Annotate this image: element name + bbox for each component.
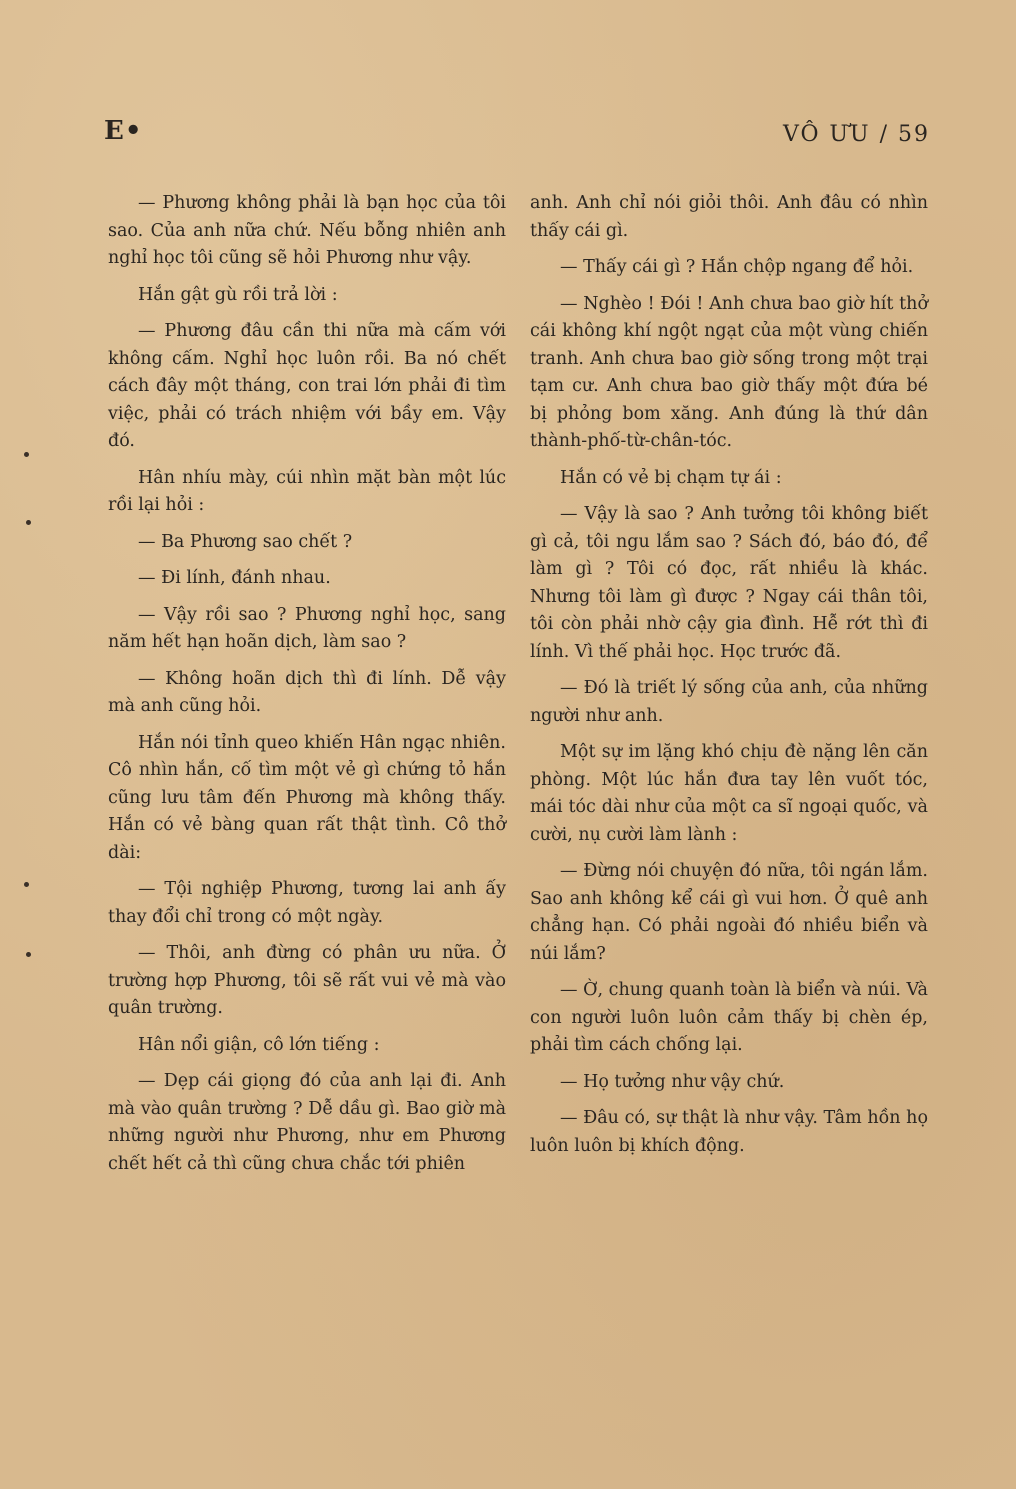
- paragraph: — Ờ, chung quanh toàn là biển và núi. Và con người luôn luôn cảm thấy bị chèn ép, phải tìm cách chống lại.: [530, 980, 928, 1055]
- paragraph: — Nghèo ! Đói ! Anh chưa bao giờ hít thở cái không khí ngột ngạt của một vùng chiến tranh. Anh chưa bao giờ sống trong một trại tạm cư. Anh chưa bao giờ thấy một đứa bé bị phỏng bom xăng. Anh đúng là thứ dân thành-phố-từ-chân-tóc.: [530, 293, 928, 451]
- paragraph: Hân nổi giận, cô lớn tiếng :: [138, 1034, 380, 1055]
- paragraph: — Phương đâu cần thi nữa mà cấm với không cấm. Nghỉ học luôn rồi. Ba nó chết cách đây một tháng, con trai lớn phải đi tìm việc, phải có trách nhiệm với bầy em. Vậy đó.: [108, 321, 506, 451]
- paragraph: — Không hoãn dịch thì đi lính. Dễ vậy mà anh cũng hỏi.: [108, 668, 506, 716]
- paragraph: — Đừng nói chuyện đó nữa, tôi ngán lắm. Sao anh không kể cái gì vui hơn. Ở quê anh chẳng hạn. Có phải ngoài đó nhiều biển và núi lắm?: [530, 861, 928, 964]
- paragraph: — Thôi, anh đừng có phân ưu nữa. Ở trường hợp Phương, tôi sẽ rất vui vẻ mà vào quân trường.: [108, 943, 506, 1018]
- ink-speck: [26, 520, 31, 525]
- paragraph: — Ba Phương sao chết ?: [138, 531, 353, 552]
- ink-speck: [24, 882, 29, 887]
- ink-speck: [24, 452, 29, 457]
- left-column: [108, 190, 506, 1187]
- right-column: [530, 190, 928, 1169]
- paragraph: — Đó là triết lý sống của anh, của những người như anh.: [530, 678, 928, 726]
- paragraph: — Đâu có, sự thật là như vậy. Tâm hồn họ luôn luôn bị khích động.: [530, 1108, 928, 1156]
- paragraph: — Họ tưởng như vậy chứ.: [560, 1071, 785, 1092]
- paragraph: Hắn có vẻ bị chạm tự ái :: [560, 467, 782, 488]
- paragraph: — Đi lính, đánh nhau.: [138, 568, 331, 588]
- section-mark: E•: [104, 116, 143, 146]
- paragraph: — Vậy rồi sao ? Phương nghỉ học, sang năm hết hạn hoãn dịch, làm sao ?: [108, 604, 506, 652]
- paragraph: — Dẹp cái giọng đó của anh lại đi. Anh mà vào quân trường ? Dễ dầu gì. Bao giờ mà những người như Phương, như em Phương chết hết cả thì cũng chưa chắc tới phiên: [108, 1071, 506, 1174]
- running-title: VÔ ƯU / 59: [782, 122, 930, 147]
- paragraph: — Thấy cái gì ? Hắn chộp ngang để hỏi.: [560, 257, 914, 277]
- ink-speck: [26, 952, 31, 957]
- paragraph: — Phương không phải là bạn học của tôi sao. Của anh nữa chứ. Nếu bỗng nhiên anh nghỉ học tôi cũng sẽ hỏi Phương như vậy.: [108, 193, 506, 268]
- paragraph: Hân nhíu mày, cúi nhìn mặt bàn một lúc rồi lại hỏi :: [108, 467, 506, 515]
- paragraph: — Tội nghiệp Phương, tương lai anh ấy thay đổi chỉ trong có một ngày.: [108, 879, 506, 927]
- paragraph: — Vậy là sao ? Anh tưởng tôi không biết gì cả, tôi ngu lắm sao ? Sách đó, báo đó, để làm gì ? Tôi có đọc, rất nhiều là khác. Nhưng tôi làm gì được ? Ngay cái thân tôi, tôi còn phải nhờ cậy gia đình. Hễ rớt thì đi lính. Vì thế phải học. Học trước đã.: [530, 504, 928, 662]
- paragraph: Hắn gật gù rồi trả lời :: [138, 284, 338, 305]
- paragraph: Một sự im lặng khó chịu đè nặng lên căn phòng. Một lúc hắn đưa tay lên vuốt tóc, mái tóc dài như của một ca sĩ ngoại quốc, và cười, nụ cười làm lành :: [530, 742, 928, 845]
- paragraph: Hắn nói tỉnh queo khiến Hân ngạc nhiên. Cô nhìn hắn, cố tìm một vẻ gì chứng tỏ hắn cũng lưu tâm đến Phương mà không thấy. Hắn có vẻ bàng quan rất thật tình. Cô thở dài:: [108, 732, 506, 863]
- paragraph: anh. Anh chỉ nói giỏi thôi. Anh đâu có nhìn thấy cái gì.: [530, 193, 928, 241]
